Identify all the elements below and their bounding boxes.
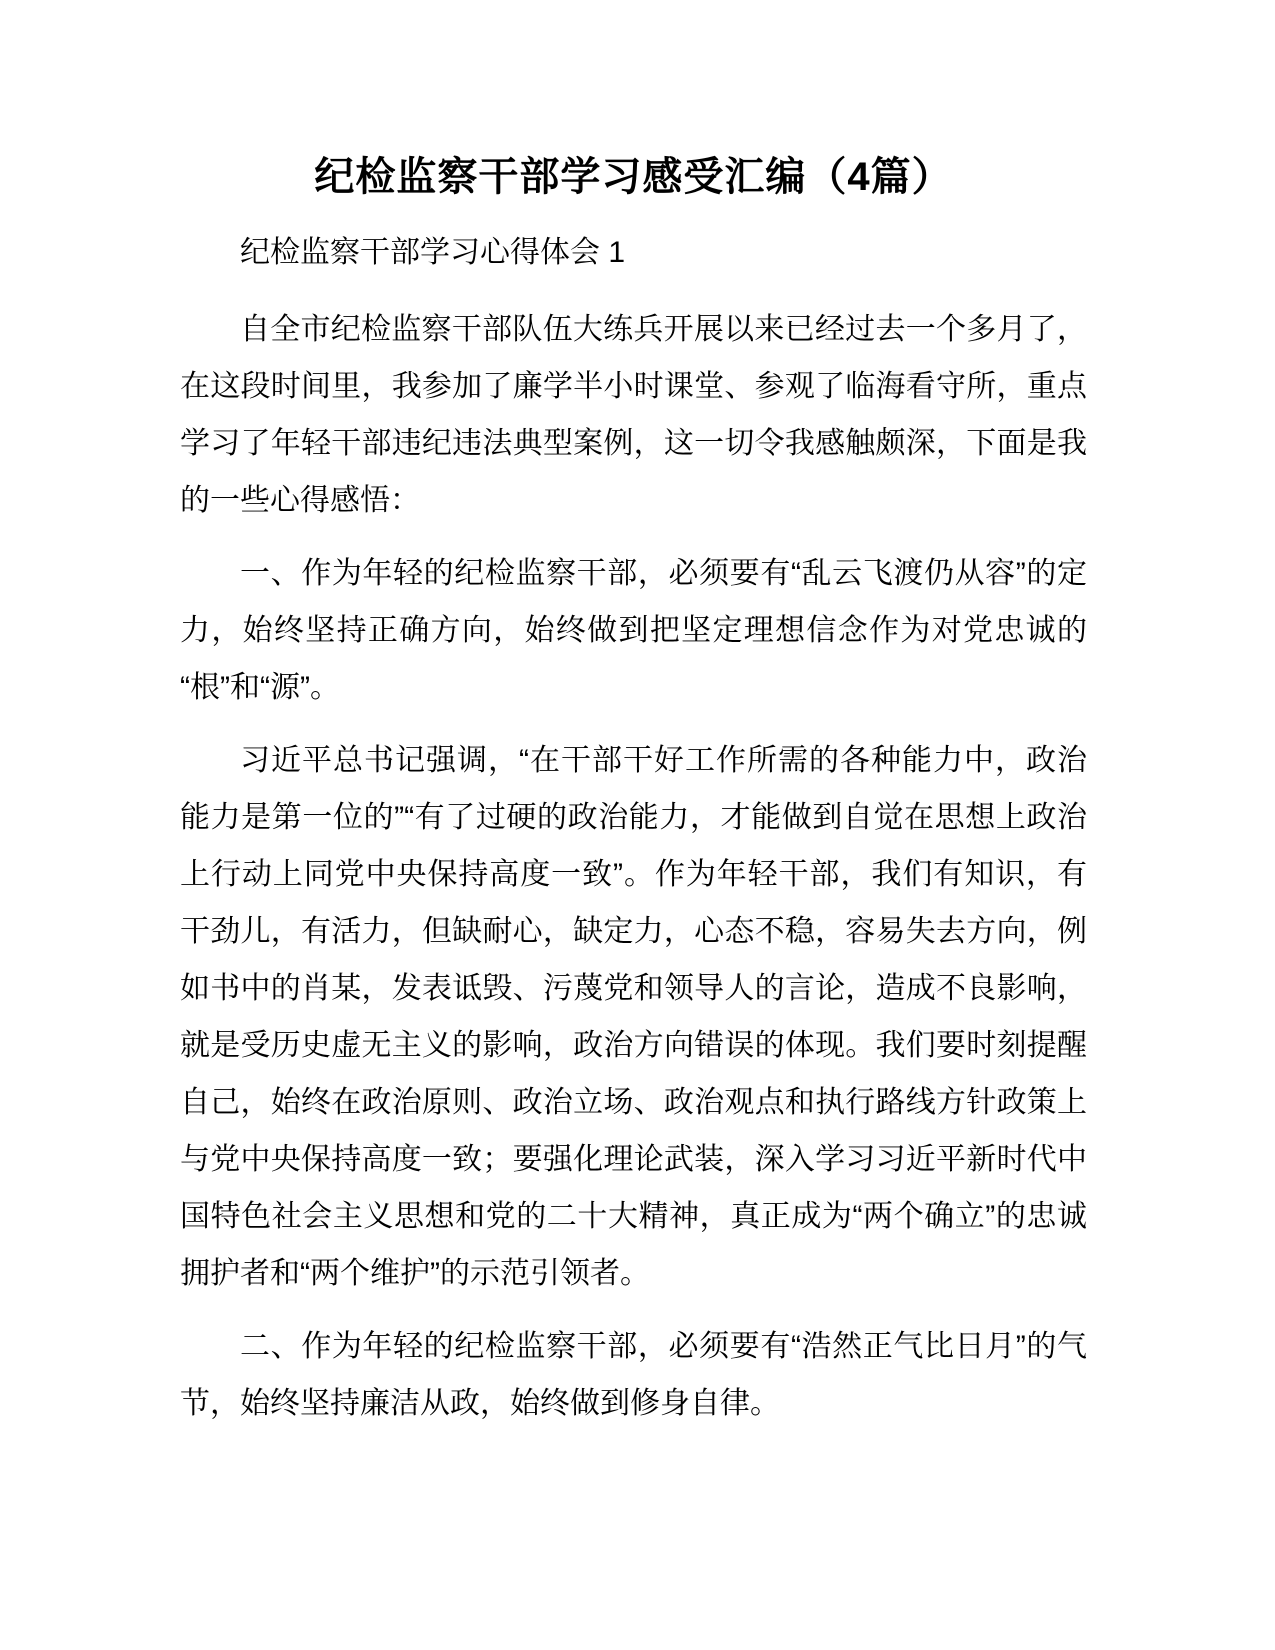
body-paragraph-4: 二、作为年轻的纪检监察干部，必须要有“浩然正气比日月”的气节，始终坚持廉洁从政，始终做到修身自律。 (180, 1330, 1087, 1420)
body-paragraph-3: 习近平总书记强调，“在干部干好工作所需的各种能力中，政治能力是第一位的”“有了过硬的政治能力，才能做到自觉在思想上政治上行动上同党中央保持高度一致”。作为年轻干部，我们有知识，有干劲儿，有活力，但缺耐心，缺定力，心态不稳，容易失去方向，例如书中的肖某，发表诋毁、污蔑党和领导人的言论，造成不良影响，就是受历史虚无主义的影响，政治方向错误的体现。我们要时刻提醒自己，始终在政治原则、政治立场、政治观点和执行路线方针政策上与党中央保持高度一致；要强化理论武装，深入学习习近平新时代中国特色社会主义思想和党的二十大精神，真正成为“两个确立”的忠诚拥护者和“两个维护”的示范引领者。 (180, 744, 1087, 1290)
body-paragraph-2: 一、作为年轻的纪检监察干部，必须要有“乱云飞渡仍从容”的定力，始终坚持正确方向，始终做到把坚定理想信念作为对党忠诚的“根”和“源”。 (180, 557, 1087, 704)
page-title: 纪检监察干部学习感受汇编（4篇） (314, 155, 953, 199)
body-paragraph-1: 自全市纪检监察干部队伍大练兵开展以来已经过去一个多月了，在这段时间里，我参加了廉学半小时课堂、参观了临海看守所，重点学习了年轻干部违纪违法典型案例，这一切令我感触颇深，下面是我的一些心得感悟： (180, 313, 1087, 517)
section-heading: 纪检监察干部学习心得体会 1 (240, 236, 626, 269)
